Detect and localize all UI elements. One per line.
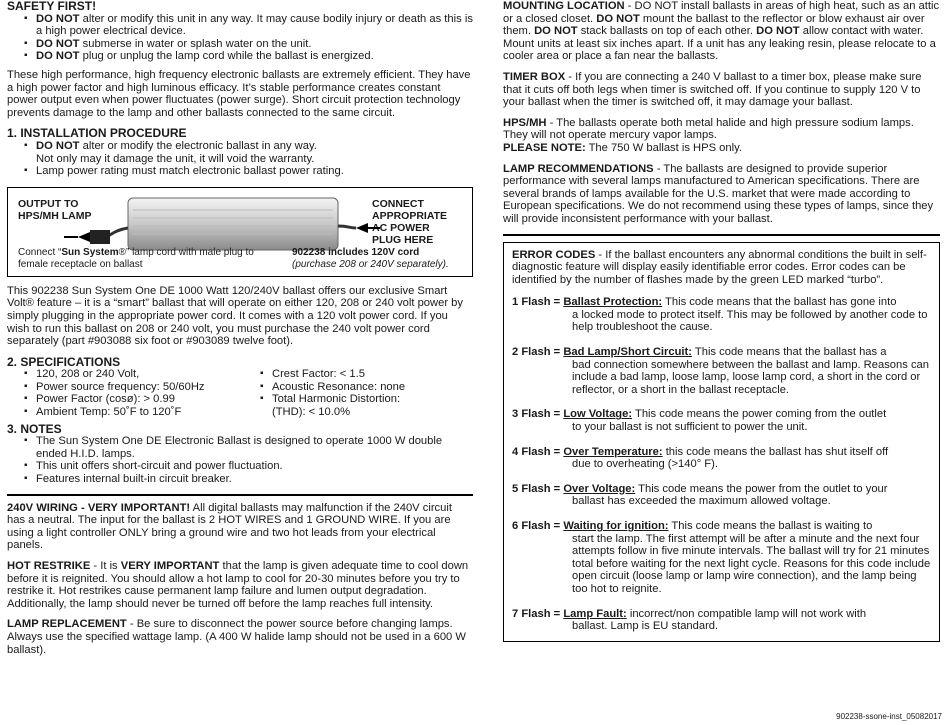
spec-item: ▪ Total Harmonic Distortion: (THD): < 10.0%: [272, 393, 405, 418]
replacement-paragraph: LAMP REPLACEMENT - Be sure to disconnect the power source before changing lamps. Always use the specified wattage lamp. (A 400 W halide lamp should not be used in a 600 W ballast).: [7, 618, 466, 656]
wiring-paragraph: 240V WIRING - VERY IMPORTANT! All digital ballasts may malfunction if the 240V circuit has a neutral. The input for the ballast is 2 HOT WIRES and 1 GROUND WIRE. If you are using a light controller ONLY bring a ground wire and two hot leads from your electrical panels.: [7, 501, 452, 552]
timer-paragraph: TIMER BOX - If you are connecting a 240 V ballast to a timer box, please make sure that it cuts off both legs when timer is switched off. If you continue to supply 120 V to your ballast when the timer is switched off, it may damage your ballast.: [503, 70, 922, 109]
error-codes-intro: ERROR CODES - If the ballast encounters any abnormal conditions the built in self-diagnostic feature will display easily identifiable error codes. Error codes can be identified by the number of flashes made by the green LED marked “turbo”.: [512, 248, 927, 286]
safety-heading: SAFETY FIRST!: [7, 0, 97, 13]
notes-list: [7, 435, 473, 485]
install-heading: 1. INSTALLATION PROCEDURE: [7, 126, 187, 141]
divider: [7, 494, 473, 496]
error-code-item: 7 Flash = Lamp Fault: incorrect/non compatible lamp will not work with ballast. Lamp is EU standard.: [512, 607, 867, 633]
right-column: [503, 0, 940, 642]
install-item: ▪ Lamp power rating must match electronic ballast power rating.: [36, 165, 473, 178]
specs-list: [7, 368, 473, 418]
safety-item: ▪ DO NOT submerse in water or splash water on the unit.: [36, 38, 473, 51]
document-code: 902238-ssone-inst_05082017: [836, 712, 942, 721]
error-code-item: 3 Flash = Low Voltage: This code means the power coming from the outlet to your ballast is not sufficient to power the unit.: [512, 408, 887, 434]
install-list: [7, 140, 473, 178]
description-paragraph: This 902238 Sun System One DE 1000 Watt 120/240V ballast offers our exclusive Smart Volt® feature – it is a “smart” ballast that will operate on either 120, 208 or 240 volt power by simply plugging in the appropriate power cord. It comes with a 120 volt power cord. If you wish to run this ballast on 208 or 240 volt, you must purchase the 240 volt power cord separately (part #903088 six foot or #903089 twelve foot).: [7, 284, 463, 348]
safety-item: ▪ DO NOT alter or modify this unit in any way. It may cause bodily injury or death as this is a high power electrical device.: [36, 13, 473, 38]
lamp-recommendations-paragraph: LAMP RECOMMENDATIONS - The ballasts are designed to provide superior performance with several lamps manufactured to American specifications. There are several brands of lamps available for the U.S. market that were made according to European specifications. We do not recommend using these types of lamps, since they will provide inconsistent performance with your ballast.: [503, 162, 934, 225]
connect-label: CONNECT APPROPRIATE AC POWER PLUG HERE: [372, 197, 448, 246]
note-item: ▪ Features internal built-in circuit breaker.: [36, 473, 473, 486]
caption-left: Connect “Sun System®” lamp cord with male plug to female receptacle on ballast: [18, 246, 254, 270]
safety-list: [7, 13, 473, 63]
left-column: [7, 0, 473, 664]
error-code-item: 2 Flash = Bad Lamp/Short Circuit: This code means that the ballast has a bad connection somewhere between the ballast and lamp. Reasons can include a bad lamp, loose lamp, loose lamp cord, a short in the cord or reflector, or a short in the ballast receptacle.: [512, 346, 929, 396]
output-label: OUTPUT TO HPS/MH LAMP: [18, 197, 92, 222]
error-code-item: 1 Flash = Ballast Protection: This code means that the ballast has gone into a locked mode to protect itself. This may be followed by another code to help troubleshoot the cause.: [512, 296, 928, 334]
restrike-paragraph: HOT RESTRIKE - It is VERY IMPORTANT that the lamp is given adequate time to cool down before it is reignited. You should allow a hot lamp to cool for 20-30 minutes before you try to restrike it. Hot restrikes cause permanent lamp failure and lumen output degradation. Additionally, the lamp should never be turned off before the lamp reaches full intensity.: [7, 560, 469, 610]
intro-paragraph: These high performance, high frequency electronic ballasts are extremely efficient. They have a high power factor and high luminous efficacy. It’s stable performance creates constant power output even when power fluctuates (power surge). Short circuit protection technology prevents damage to the lamp and other ballasts connected to the same circuit.: [7, 68, 471, 119]
mounting-paragraph: MOUNTING LOCATION - DO NOT install ballasts in areas of high heat, such as an attic or a closed closet. DO NOT mount the ballast to the reflector or blow exhaust air over them. DO NOT stack ballasts on top of each other. DO NOT allow contact with water. Mount units at least six inches apart. If a unit has any leaking resin, please relocate to a cooler area or place a fan near the ballasts.: [503, 0, 940, 63]
divider: [503, 234, 940, 236]
spec-item: ▪ 120, 208 or 240 Volt,: [36, 368, 256, 381]
error-code-item: 4 Flash = Over Temperature: this code means the ballast has shut itself off due to overheating (>140° F).: [512, 445, 889, 471]
note-item: ▪ The Sun System One DE Electronic Ballast is designed to operate 1000 W double ended H.I.D. lamps.: [36, 435, 473, 460]
spec-item: ▪ Power source frequency: 50/60Hz: [36, 381, 256, 394]
hpsmh-paragraph: HPS/MH - The ballasts operate both metal halide and high pressure sodium lamps. They will not operate mercury vapor lamps. PLEASE NOTE: The 750 W ballast is HPS only.: [503, 116, 914, 154]
specs-heading: 2. SPECIFICATIONS: [7, 354, 121, 369]
error-code-item: 6 Flash = Waiting for ignition: This code means the ballast is waiting to start the lamp. The first attempt will be after a minute and the next four attempts follow in five minute intervals. The ballast will try for 21 minutes total before waiting for the next light cycle. Reasons for this code include open circuit (loose lamp or lamp wire connection), and the lamp being too hot to reignite.: [512, 520, 931, 595]
notes-heading: 3. NOTES: [7, 421, 62, 436]
spec-item: ▪ Ambient Temp: 50˚F to 120˚F: [36, 406, 256, 419]
spec-item: ▪ Acoustic Resonance: none: [272, 381, 405, 394]
spec-item: ▪ Power Factor (cosø): > 0.99: [36, 393, 256, 406]
error-codes-box: [503, 242, 940, 642]
ballast-figure: [7, 187, 473, 277]
install-item: ▪ DO NOT alter or modify the electronic ballast in any way. Not only may it damage the unit, it will void the warranty.: [36, 140, 473, 165]
spec-item: ▪ Crest Factor: < 1.5: [272, 368, 405, 381]
error-code-item: 5 Flash = Over Voltage: This code means the power from the outlet to your ballast has exceeded the maximum allowed voltage.: [512, 482, 888, 508]
note-item: ▪ This unit offers short-circuit and power fluctuation.: [36, 460, 473, 473]
caption-right: 902238 includes 120V cord (purchase 208 or 240V separately).: [292, 246, 449, 270]
safety-item: ▪ DO NOT plug or unplug the lamp cord while the ballast is energized.: [36, 50, 473, 63]
